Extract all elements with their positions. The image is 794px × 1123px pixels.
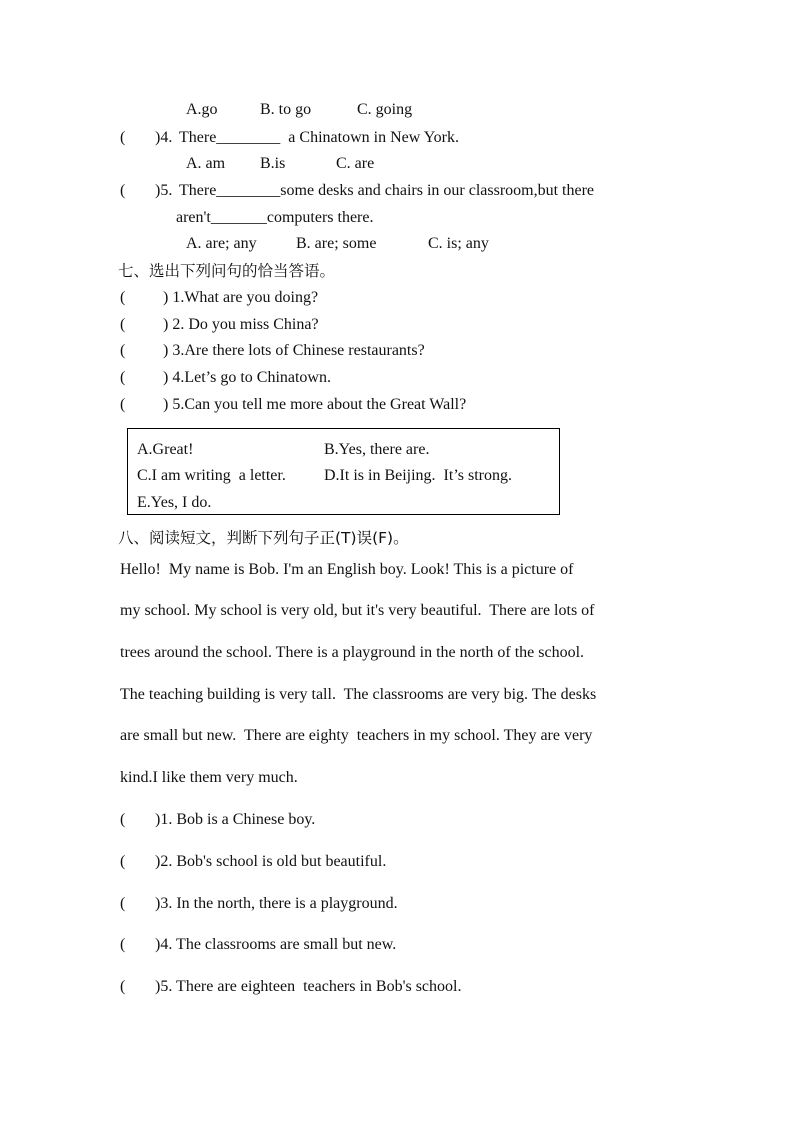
answer-paren: ( [120, 316, 126, 333]
passage-line: trees around the school. There is a playground in the north of the school. [120, 644, 585, 661]
option-a: A. am [186, 155, 226, 172]
question-text-line2: aren't_______computers there. [176, 209, 374, 226]
passage-line: kind.I like them very much. [120, 769, 298, 786]
answer-paren: ( [120, 289, 126, 306]
answer-paren: ( [120, 811, 126, 828]
option-b: B.is [260, 155, 286, 172]
passage-line: The teaching building is very tall. The classrooms are very big. The desks [120, 686, 597, 703]
answer-paren: ( [120, 853, 126, 870]
option-a: A.go [186, 101, 218, 118]
answer-paren: ( [120, 129, 126, 146]
answer-paren: ( [120, 369, 126, 386]
answer-d: D.It is in Beijing. It’s strong. [324, 467, 512, 484]
passage-line: Hello! My name is Bob. I'm an English boy. Look! This is a picture of [120, 561, 574, 578]
passage-line: my school. My school is very old, but it's very beautiful. There are lots of [120, 602, 595, 619]
option-b: B. to go [260, 101, 312, 118]
option-c: C. is; any [428, 235, 489, 252]
section-7-heading: 七、选出下列问句的恰当答语。 [118, 262, 336, 280]
answer-paren: ( [120, 978, 126, 995]
passage-line: are small but new. There are eighty teachers in my school. They are very [120, 727, 593, 744]
answer-options-box [127, 428, 560, 515]
statement-text: )5. There are eighteen teachers in Bob's school. [155, 978, 462, 995]
question-text: ) 4.Let’s go to Chinatown. [163, 369, 331, 386]
statement-text: )2. Bob's school is old but beautiful. [155, 853, 387, 870]
question-text: ) 3.Are there lots of Chinese restaurants? [163, 342, 425, 359]
option-c: C. going [357, 101, 413, 118]
question-text: ) 5.Can you tell me more about the Great Wall? [163, 396, 467, 413]
option-c: C. are [336, 155, 375, 172]
option-a: A. are; any [186, 235, 257, 252]
answer-b: B.Yes, there are. [324, 441, 430, 458]
question-number: )4. [155, 129, 173, 146]
question-text: There________ a Chinatown in New York. [179, 129, 459, 146]
answer-paren: ( [120, 895, 126, 912]
answer-c: C.I am writing a letter. [137, 467, 286, 484]
question-number: )5. [155, 182, 173, 199]
statement-text: )4. The classrooms are small but new. [155, 936, 397, 953]
question-text: ) 1.What are you doing? [163, 289, 319, 306]
answer-paren: ( [120, 936, 126, 953]
section-8-heading: 八、阅读短文，判断下列句子正(T)误(F)。 [118, 529, 409, 547]
statement-text: )1. Bob is a Chinese boy. [155, 811, 316, 828]
answer-paren: ( [120, 396, 126, 413]
statement-text: )3. In the north, there is a playground. [155, 895, 398, 912]
answer-paren: ( [120, 182, 126, 199]
question-text: ) 2. Do you miss China? [163, 316, 319, 333]
answer-e: E.Yes, I do. [137, 494, 212, 511]
answer-a: A.Great! [137, 441, 194, 458]
question-text-line1: There________some desks and chairs in our classroom,but there [179, 182, 595, 199]
option-b: B. are; some [296, 235, 377, 252]
answer-paren: ( [120, 342, 126, 359]
